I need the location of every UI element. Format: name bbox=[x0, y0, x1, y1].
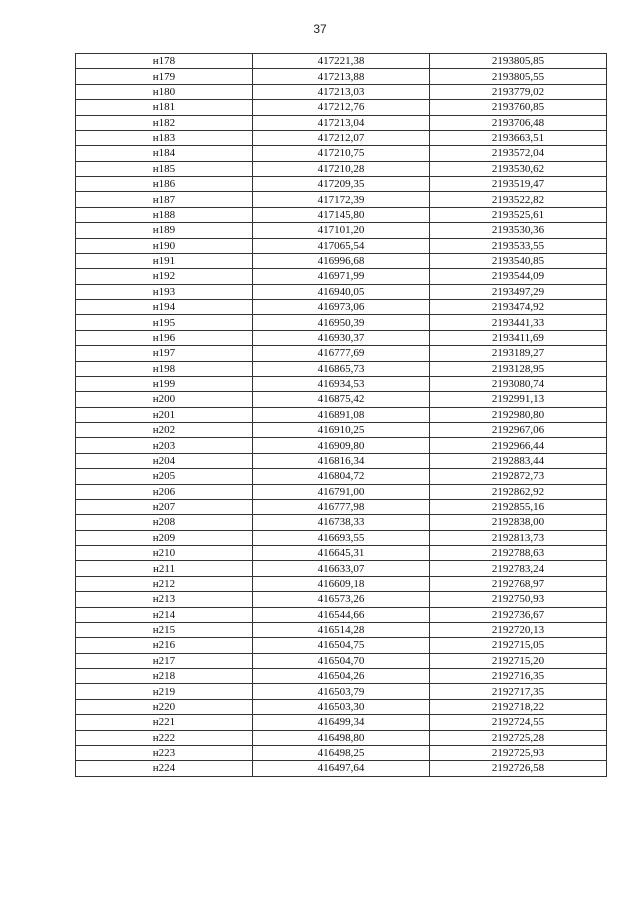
table-row bbox=[76, 592, 607, 607]
y-coordinate-cell: 2192991,13 bbox=[430, 392, 607, 407]
table-row bbox=[76, 130, 607, 145]
x-coordinate-cell: 417213,88 bbox=[253, 69, 430, 84]
point-id-cell: н188 bbox=[76, 207, 253, 222]
table-row bbox=[76, 223, 607, 238]
table-row bbox=[76, 669, 607, 684]
table-row bbox=[76, 530, 607, 545]
y-coordinate-cell: 2192883,44 bbox=[430, 453, 607, 468]
point-id-cell: н222 bbox=[76, 730, 253, 745]
x-coordinate-cell: 416777,98 bbox=[253, 499, 430, 514]
y-coordinate-cell: 2192715,20 bbox=[430, 653, 607, 668]
table-row bbox=[76, 407, 607, 422]
y-coordinate-cell: 2193525,61 bbox=[430, 207, 607, 222]
y-coordinate-cell: 2193544,09 bbox=[430, 269, 607, 284]
table-row bbox=[76, 100, 607, 115]
x-coordinate-cell: 416940,05 bbox=[253, 284, 430, 299]
y-coordinate-cell: 2192720,13 bbox=[430, 622, 607, 637]
table-row bbox=[76, 238, 607, 253]
point-id-cell: н223 bbox=[76, 745, 253, 760]
y-coordinate-cell: 2193411,69 bbox=[430, 330, 607, 345]
point-id-cell: н224 bbox=[76, 761, 253, 776]
table-row bbox=[76, 607, 607, 622]
table-row bbox=[76, 515, 607, 530]
point-id-cell: н185 bbox=[76, 161, 253, 176]
table-row bbox=[76, 761, 607, 776]
point-id-cell: н198 bbox=[76, 361, 253, 376]
table-row bbox=[76, 423, 607, 438]
point-id-cell: н193 bbox=[76, 284, 253, 299]
x-coordinate-cell: 416875,42 bbox=[253, 392, 430, 407]
table-row bbox=[76, 561, 607, 576]
y-coordinate-cell: 2193805,55 bbox=[430, 69, 607, 84]
table-row bbox=[76, 177, 607, 192]
table-row bbox=[76, 653, 607, 668]
table-row bbox=[76, 315, 607, 330]
y-coordinate-cell: 2193128,95 bbox=[430, 361, 607, 376]
point-id-cell: н221 bbox=[76, 715, 253, 730]
table-row bbox=[76, 69, 607, 84]
y-coordinate-cell: 2193080,74 bbox=[430, 376, 607, 391]
x-coordinate-cell: 417210,75 bbox=[253, 146, 430, 161]
table-row bbox=[76, 576, 607, 591]
table-row bbox=[76, 269, 607, 284]
point-id-cell: н217 bbox=[76, 653, 253, 668]
y-coordinate-cell: 2192718,22 bbox=[430, 699, 607, 714]
x-coordinate-cell: 416738,33 bbox=[253, 515, 430, 530]
x-coordinate-cell: 416777,69 bbox=[253, 346, 430, 361]
point-id-cell: н205 bbox=[76, 469, 253, 484]
x-coordinate-cell: 416693,55 bbox=[253, 530, 430, 545]
y-coordinate-cell: 2192725,28 bbox=[430, 730, 607, 745]
x-coordinate-cell: 417101,20 bbox=[253, 223, 430, 238]
point-id-cell: н204 bbox=[76, 453, 253, 468]
x-coordinate-cell: 416816,34 bbox=[253, 453, 430, 468]
point-id-cell: н200 bbox=[76, 392, 253, 407]
point-id-cell: н191 bbox=[76, 253, 253, 268]
x-coordinate-cell: 417213,04 bbox=[253, 115, 430, 130]
y-coordinate-cell: 2193540,85 bbox=[430, 253, 607, 268]
y-coordinate-cell: 2193474,92 bbox=[430, 300, 607, 315]
table-row bbox=[76, 730, 607, 745]
x-coordinate-cell: 417221,38 bbox=[253, 54, 430, 69]
point-id-cell: н201 bbox=[76, 407, 253, 422]
point-id-cell: н208 bbox=[76, 515, 253, 530]
coordinates-table bbox=[75, 53, 607, 777]
x-coordinate-cell: 416910,25 bbox=[253, 423, 430, 438]
point-id-cell: н184 bbox=[76, 146, 253, 161]
point-id-cell: н190 bbox=[76, 238, 253, 253]
x-coordinate-cell: 416609,18 bbox=[253, 576, 430, 591]
y-coordinate-cell: 2193522,82 bbox=[430, 192, 607, 207]
y-coordinate-cell: 2192716,35 bbox=[430, 669, 607, 684]
x-coordinate-cell: 416544,66 bbox=[253, 607, 430, 622]
point-id-cell: н194 bbox=[76, 300, 253, 315]
x-coordinate-cell: 417209,35 bbox=[253, 177, 430, 192]
point-id-cell: н209 bbox=[76, 530, 253, 545]
y-coordinate-cell: 2193663,51 bbox=[430, 130, 607, 145]
table-row bbox=[76, 699, 607, 714]
point-id-cell: н220 bbox=[76, 699, 253, 714]
point-id-cell: н219 bbox=[76, 684, 253, 699]
table-row bbox=[76, 438, 607, 453]
x-coordinate-cell: 417065,54 bbox=[253, 238, 430, 253]
x-coordinate-cell: 416498,25 bbox=[253, 745, 430, 760]
x-coordinate-cell: 416498,80 bbox=[253, 730, 430, 745]
table-row bbox=[76, 161, 607, 176]
x-coordinate-cell: 416791,00 bbox=[253, 484, 430, 499]
y-coordinate-cell: 2192862,92 bbox=[430, 484, 607, 499]
table-row bbox=[76, 499, 607, 514]
x-coordinate-cell: 416934,53 bbox=[253, 376, 430, 391]
table-row bbox=[76, 361, 607, 376]
x-coordinate-cell: 417213,03 bbox=[253, 84, 430, 99]
table-row bbox=[76, 84, 607, 99]
y-coordinate-cell: 2192872,73 bbox=[430, 469, 607, 484]
y-coordinate-cell: 2192768,97 bbox=[430, 576, 607, 591]
point-id-cell: н203 bbox=[76, 438, 253, 453]
table-row bbox=[76, 745, 607, 760]
point-id-cell: н218 bbox=[76, 669, 253, 684]
x-coordinate-cell: 417172,39 bbox=[253, 192, 430, 207]
point-id-cell: н216 bbox=[76, 638, 253, 653]
point-id-cell: н202 bbox=[76, 423, 253, 438]
point-id-cell: н213 bbox=[76, 592, 253, 607]
point-id-cell: н186 bbox=[76, 177, 253, 192]
table-row bbox=[76, 192, 607, 207]
point-id-cell: н181 bbox=[76, 100, 253, 115]
point-id-cell: н183 bbox=[76, 130, 253, 145]
point-id-cell: н206 bbox=[76, 484, 253, 499]
x-coordinate-cell: 416504,26 bbox=[253, 669, 430, 684]
point-id-cell: н210 bbox=[76, 546, 253, 561]
table-row bbox=[76, 392, 607, 407]
y-coordinate-cell: 2192980,80 bbox=[430, 407, 607, 422]
x-coordinate-cell: 416996,68 bbox=[253, 253, 430, 268]
y-coordinate-cell: 2192717,35 bbox=[430, 684, 607, 699]
x-coordinate-cell: 416503,30 bbox=[253, 699, 430, 714]
x-coordinate-cell: 416504,75 bbox=[253, 638, 430, 653]
table-row bbox=[76, 484, 607, 499]
coordinates-table-body bbox=[76, 54, 607, 777]
table-row bbox=[76, 54, 607, 69]
table-row bbox=[76, 346, 607, 361]
point-id-cell: н215 bbox=[76, 622, 253, 637]
y-coordinate-cell: 2193805,85 bbox=[430, 54, 607, 69]
x-coordinate-cell: 416865,73 bbox=[253, 361, 430, 376]
y-coordinate-cell: 2192855,16 bbox=[430, 499, 607, 514]
y-coordinate-cell: 2193572,04 bbox=[430, 146, 607, 161]
x-coordinate-cell: 416503,79 bbox=[253, 684, 430, 699]
x-coordinate-cell: 417145,80 bbox=[253, 207, 430, 222]
x-coordinate-cell: 416891,08 bbox=[253, 407, 430, 422]
table-row bbox=[76, 638, 607, 653]
x-coordinate-cell: 416573,26 bbox=[253, 592, 430, 607]
y-coordinate-cell: 2193519,47 bbox=[430, 177, 607, 192]
x-coordinate-cell: 417212,07 bbox=[253, 130, 430, 145]
x-coordinate-cell: 417212,76 bbox=[253, 100, 430, 115]
x-coordinate-cell: 416499,34 bbox=[253, 715, 430, 730]
point-id-cell: н214 bbox=[76, 607, 253, 622]
table-row bbox=[76, 376, 607, 391]
y-coordinate-cell: 2193706,48 bbox=[430, 115, 607, 130]
y-coordinate-cell: 2192736,67 bbox=[430, 607, 607, 622]
table-row bbox=[76, 300, 607, 315]
y-coordinate-cell: 2192788,63 bbox=[430, 546, 607, 561]
x-coordinate-cell: 416633,07 bbox=[253, 561, 430, 576]
y-coordinate-cell: 2193533,55 bbox=[430, 238, 607, 253]
table-row bbox=[76, 684, 607, 699]
y-coordinate-cell: 2192725,93 bbox=[430, 745, 607, 760]
table-row bbox=[76, 715, 607, 730]
point-id-cell: н189 bbox=[76, 223, 253, 238]
y-coordinate-cell: 2192724,55 bbox=[430, 715, 607, 730]
point-id-cell: н212 bbox=[76, 576, 253, 591]
y-coordinate-cell: 2193530,62 bbox=[430, 161, 607, 176]
point-id-cell: н182 bbox=[76, 115, 253, 130]
x-coordinate-cell: 416909,80 bbox=[253, 438, 430, 453]
point-id-cell: н211 bbox=[76, 561, 253, 576]
table-row bbox=[76, 115, 607, 130]
point-id-cell: н179 bbox=[76, 69, 253, 84]
table-row bbox=[76, 469, 607, 484]
table-row bbox=[76, 284, 607, 299]
x-coordinate-cell: 416504,70 bbox=[253, 653, 430, 668]
x-coordinate-cell: 416971,99 bbox=[253, 269, 430, 284]
table-row bbox=[76, 453, 607, 468]
point-id-cell: н197 bbox=[76, 346, 253, 361]
point-id-cell: н178 bbox=[76, 54, 253, 69]
y-coordinate-cell: 2192715,05 bbox=[430, 638, 607, 653]
point-id-cell: н180 bbox=[76, 84, 253, 99]
x-coordinate-cell: 416645,31 bbox=[253, 546, 430, 561]
y-coordinate-cell: 2193779,02 bbox=[430, 84, 607, 99]
y-coordinate-cell: 2192813,73 bbox=[430, 530, 607, 545]
y-coordinate-cell: 2192838,00 bbox=[430, 515, 607, 530]
y-coordinate-cell: 2193441,33 bbox=[430, 315, 607, 330]
point-id-cell: н192 bbox=[76, 269, 253, 284]
table-row bbox=[76, 207, 607, 222]
y-coordinate-cell: 2193497,29 bbox=[430, 284, 607, 299]
point-id-cell: н199 bbox=[76, 376, 253, 391]
point-id-cell: н196 bbox=[76, 330, 253, 345]
y-coordinate-cell: 2192750,93 bbox=[430, 592, 607, 607]
page-number: 37 bbox=[313, 22, 327, 36]
x-coordinate-cell: 417210,28 bbox=[253, 161, 430, 176]
x-coordinate-cell: 416514,28 bbox=[253, 622, 430, 637]
y-coordinate-cell: 2192726,58 bbox=[430, 761, 607, 776]
y-coordinate-cell: 2193189,27 bbox=[430, 346, 607, 361]
y-coordinate-cell: 2193760,85 bbox=[430, 100, 607, 115]
y-coordinate-cell: 2192967,06 bbox=[430, 423, 607, 438]
table-row bbox=[76, 253, 607, 268]
point-id-cell: н195 bbox=[76, 315, 253, 330]
x-coordinate-cell: 416930,37 bbox=[253, 330, 430, 345]
x-coordinate-cell: 416973,06 bbox=[253, 300, 430, 315]
x-coordinate-cell: 416804,72 bbox=[253, 469, 430, 484]
x-coordinate-cell: 416497,64 bbox=[253, 761, 430, 776]
table-row bbox=[76, 146, 607, 161]
y-coordinate-cell: 2192783,24 bbox=[430, 561, 607, 576]
y-coordinate-cell: 2193530,36 bbox=[430, 223, 607, 238]
point-id-cell: н187 bbox=[76, 192, 253, 207]
table-row bbox=[76, 546, 607, 561]
table-row bbox=[76, 330, 607, 345]
x-coordinate-cell: 416950,39 bbox=[253, 315, 430, 330]
point-id-cell: н207 bbox=[76, 499, 253, 514]
y-coordinate-cell: 2192966,44 bbox=[430, 438, 607, 453]
table-row bbox=[76, 622, 607, 637]
